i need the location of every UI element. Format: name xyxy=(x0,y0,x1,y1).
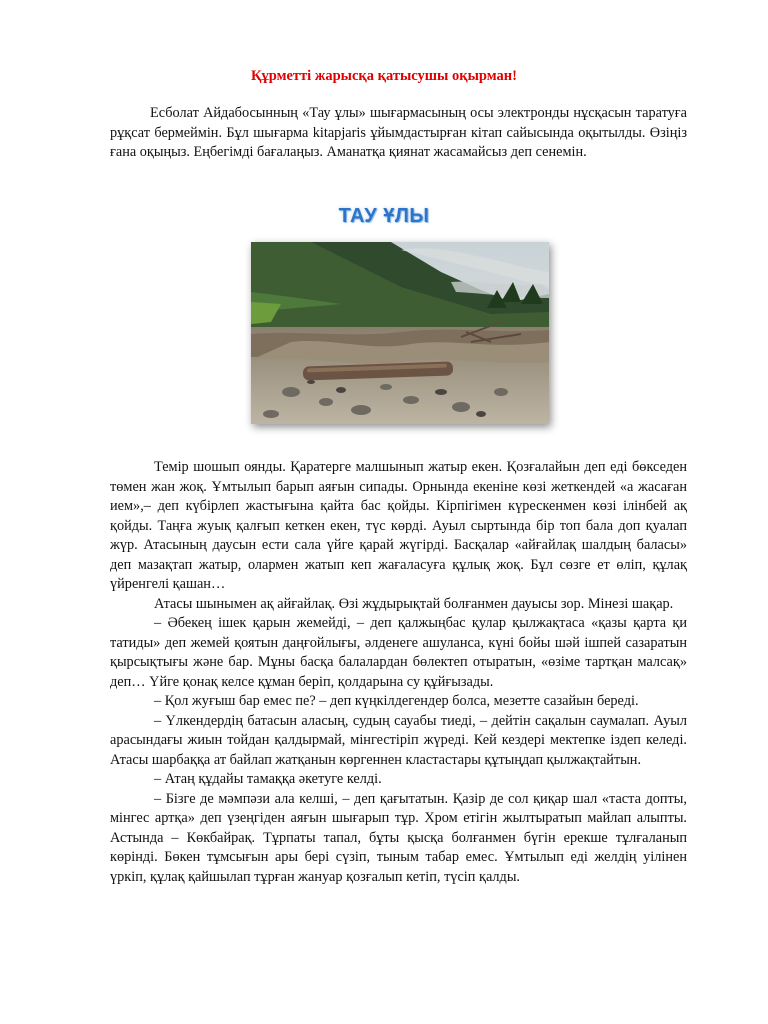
story-paragraph: Темір шошып оянды. Қаратерге малшынып жатыр екен. Қозғалайын деп еді бөкседен төмен жан жоқ. Ұмтылып барып аяғын сипады. Орнында екеніне көзі жеткендей «а жасаған ием»,– деп күбірлеп жастығына қайта бас қойды. Кірпігімен күрескенмен көзі ілінбей ақ қойды. Таңға жуық қалғып кеткен екен, түс көрді. Ауыл сыртында бір топ бала доп қуалап жүр. Атасының даусын ести сала үйге қарай жүгірді. Басқалар «айғайлақ шалдың баласы» деп мазақтап жатыр, олармен жатып кеп жағаласуға құлық жоқ. Бұл сөзге ет өліп, құлақ үйренгелі қашан… xyxy=(110,459,687,592)
notice-title: Құрметті жарысқа қатысушы оқырман! xyxy=(251,68,517,84)
story-paragraph: – Атаң құдайы тамаққа әкетуге келді. xyxy=(154,771,382,787)
notice-text-content: Есболат Айдабосынның «Тау ұлы» шығармасының осы электронды нұсқасын таратуға рұқсат бермеймін. Бұл шығарма kitapjaris ұйымдастырған кітап сайысында оқытылды. Өзіңіз ғана оқыңыз. Еңбегімді бағалаңыз. Аманатқа қиянат жасамайсыз деп сенемін. xyxy=(110,105,687,160)
story-paragraph: Атасы шынымен ақ айғайлақ. Өзі жұдырықтай болғанмен дауысы зор. Мінезі шақар. xyxy=(154,595,674,612)
mountain-river-photo xyxy=(251,242,549,424)
story-paragraph: – Бізге де мәмпәзи ала келші, – деп қағытатын. Қазір де сол қиқар шал «таста допты, мінгес артқа» деп үзеңгіден аяғын шығарып тұр. Хром етігін жылтыратып майлап алыпты. Астында – Көкбайрақ. Тұрпаты тапал, бұты қысқа болғанмен бүгін ерекше тұлғаланып көрінді. Бөкен тұмсығын ары бері сүзіп, тыным табар емес. Ұмтылып еді желдің уілінен үркіп, құлақ қайшылап тұрған жануар қозғалып кетіп, түсіп қалды. xyxy=(110,790,687,885)
story-paragraph: – Әбекең ішек қарын жемейді, – деп қалжыңбас қулар қылжақтаса «қазы қарта қи татиды» деп жемей қоятын даңғойлығы, әлденеге ашуланса, күні бойы шәй ішпей сазаратын қырсықтығы және бар. Мұны басқа балалардан бөлектеп отыратын, «өзіме тартқан малсақ» деп… Үйге қонақ келсе құман беріп, қолдарына су құйғызады. xyxy=(110,615,687,690)
story-body xyxy=(110,458,687,887)
story-paragraph: – Қол жуғыш бар емес пе? – деп күңкілдегендер болса, мезетте сазайын береді. xyxy=(154,693,639,709)
story-paragraph: – Үлкендердің батасын аласың, судың сауабы тиеді, – дейтін сақалын саумалап. Ауыл арасындағы жиын тойдан қалдырмай, мінгестіріп жүреді. Кей кездері мектепке іздеп келеді. Атасы шарбаққа ат байлап жатқанын көргеннен кластастары құтыңдап қылжақтайтын. xyxy=(110,712,687,768)
story-title: ТАУ ҰЛЫ xyxy=(338,205,430,227)
notice-text xyxy=(110,104,687,163)
